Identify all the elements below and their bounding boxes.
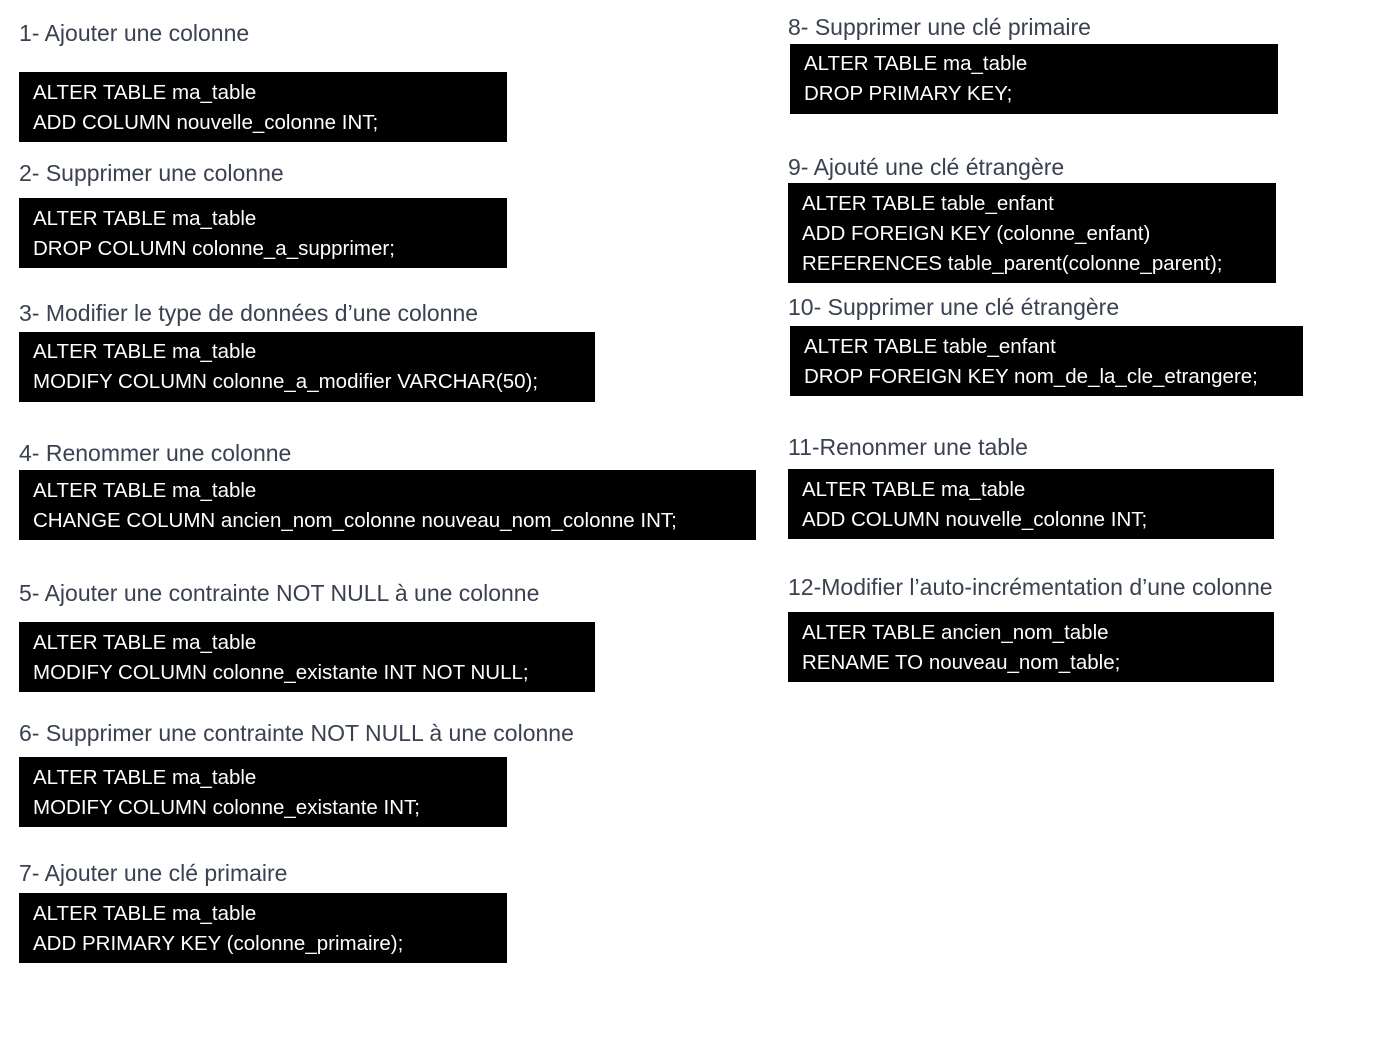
section-11-code-block	[788, 469, 1274, 539]
code-line: ALTER TABLE table_enfant	[802, 192, 1054, 215]
code-line: ADD FOREIGN KEY (colonne_enfant)	[802, 222, 1151, 245]
code-line: ADD COLUMN nouvelle_colonne INT;	[802, 508, 1148, 531]
code-line: ALTER TABLE table_enfant	[804, 335, 1056, 358]
section-9-heading: 9- Ajouté une clé étrangère	[788, 154, 1065, 180]
code-line: ADD COLUMN nouvelle_colonne INT;	[33, 111, 379, 134]
code-line: ALTER TABLE ma_table	[33, 902, 257, 925]
code-line: ALTER TABLE ma_table	[33, 81, 257, 104]
code-line: MODIFY COLUMN colonne_a_modifier VARCHAR(50);	[33, 370, 539, 393]
code-line: DROP COLUMN colonne_a_supprimer;	[33, 237, 395, 260]
section-6-code-block	[19, 757, 507, 827]
code-line: ALTER TABLE ma_table	[33, 631, 257, 654]
section-12-code-block	[788, 612, 1274, 682]
section-1-heading: 1- Ajouter une colonne	[19, 20, 250, 46]
section-8-heading: 8- Supprimer une clé primaire	[788, 14, 1091, 40]
section-3-code-block	[19, 332, 595, 402]
code-line: DROP FOREIGN KEY nom_de_la_cle_etrangere;	[804, 365, 1258, 388]
section-4-code-block	[19, 470, 756, 540]
section-5-code-block	[19, 622, 595, 692]
section-3-heading: 3- Modifier le type de données d’une colonne	[19, 300, 479, 326]
code-line: RENAME TO nouveau_nom_table;	[802, 651, 1121, 674]
code-line: ALTER TABLE ancien_nom_table	[802, 621, 1109, 644]
section-10-heading: 10- Supprimer une clé étrangère	[788, 294, 1120, 320]
section-2-code-block	[19, 198, 507, 268]
section-2-heading: 2- Supprimer une colonne	[19, 160, 284, 186]
section-7-code-block	[19, 893, 507, 963]
section-10-code-block	[790, 326, 1303, 396]
code-line: MODIFY COLUMN colonne_existante INT;	[33, 796, 420, 819]
code-line: ADD PRIMARY KEY (colonne_primaire);	[33, 932, 404, 955]
code-line: ALTER TABLE ma_table	[33, 766, 257, 789]
code-line: ALTER TABLE ma_table	[802, 478, 1026, 501]
section-11-heading: 11-Renonmer une table	[788, 434, 1028, 460]
code-line: ALTER TABLE ma_table	[33, 340, 257, 363]
section-12-heading: 12-Modifier l’auto-incrémentation d’une colonne	[788, 574, 1273, 600]
section-9-code-block	[788, 183, 1276, 283]
code-line: REFERENCES table_parent(colonne_parent);	[802, 252, 1223, 275]
code-line: ALTER TABLE ma_table	[33, 479, 257, 502]
section-5-heading: 5- Ajouter une contrainte NOT NULL à une colonne	[19, 580, 540, 606]
section-4-heading: 4- Renommer une colonne	[19, 440, 292, 466]
code-line: CHANGE COLUMN ancien_nom_colonne nouveau_nom_colonne INT;	[33, 509, 677, 532]
code-line: DROP PRIMARY KEY;	[804, 82, 1013, 105]
code-line: ALTER TABLE ma_table	[804, 52, 1028, 75]
section-1-code-block	[19, 72, 507, 142]
section-6-heading: 6- Supprimer une contrainte NOT NULL à une colonne	[19, 720, 574, 746]
section-7-heading: 7- Ajouter une clé primaire	[19, 860, 288, 886]
section-8-code-block	[790, 44, 1278, 114]
code-line: ALTER TABLE ma_table	[33, 207, 257, 230]
code-line: MODIFY COLUMN colonne_existante INT NOT NULL;	[33, 661, 529, 684]
